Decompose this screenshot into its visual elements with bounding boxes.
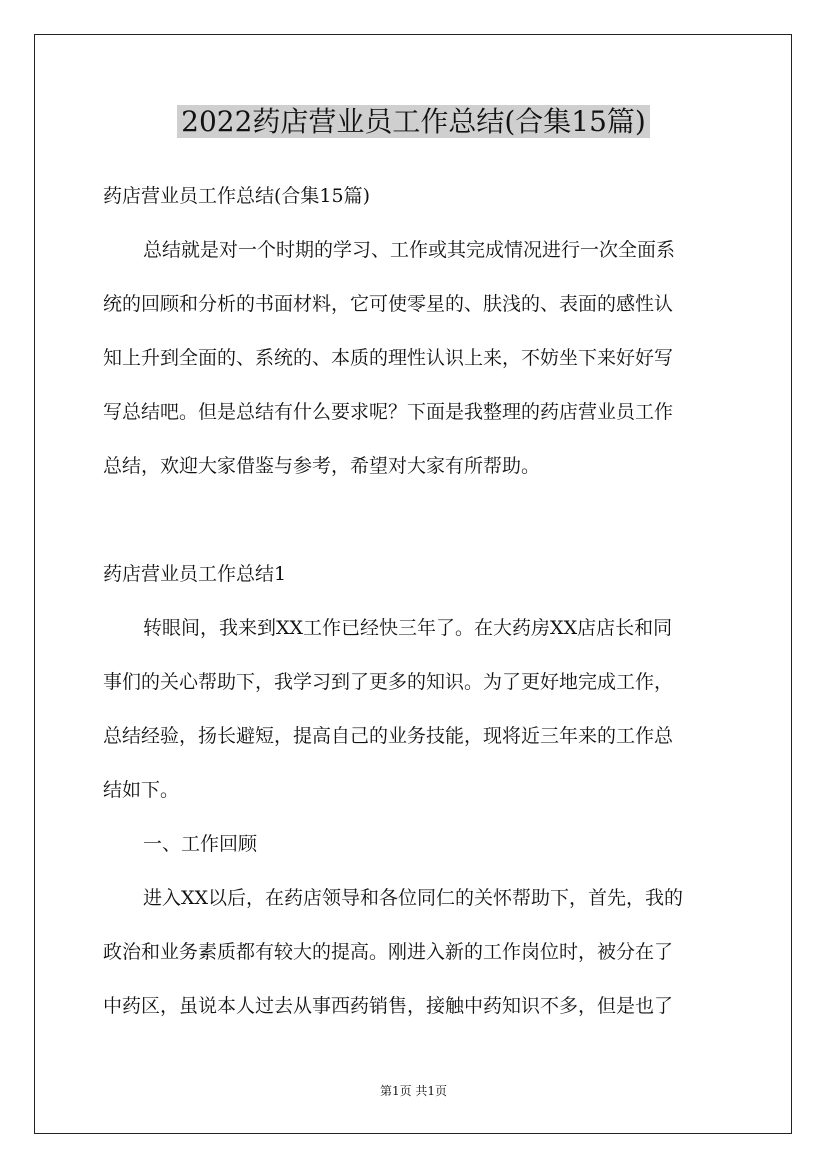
intro-line-5: 总结，欢迎大家借鉴与参考，希望对大家有所帮助。: [103, 455, 541, 477]
section-1-line-2: 事们的关心帮助下，我学习到了更多的知识。为了更好地完成工作，: [103, 671, 674, 693]
intro-line-1: 总结就是对一个时期的学习、工作或其完成情况进行一次全面系: [143, 239, 676, 261]
section-1-line-1: 转眼间，我来到XX工作已经快三年了。在大药房XX店店长和同: [143, 617, 673, 639]
intro-line-4: 写总结吧。但是总结有什么要求呢？下面是我整理的药店营业员工作: [103, 401, 674, 423]
section-1-part2-line-1: 进入XX以后，在药店领导和各位同仁的关怀帮助下，首先，我的: [143, 887, 684, 909]
section-1-part2-line-2: 政治和业务素质都有较大的提高。刚进入新的工作岗位时，被分在了: [103, 941, 674, 963]
intro-line-2: 统的回顾和分析的书面材料，它可使零星的、肤浅的、表面的感性认: [103, 293, 674, 315]
section-1-heading: 药店营业员工作总结1: [103, 563, 287, 585]
section-1-line-3: 总结经验，扬长避短，提高自己的业务技能，现将近三年来的工作总: [103, 725, 674, 747]
document-subtitle: 药店营业员工作总结(合集15篇): [103, 185, 371, 207]
section-1-line-4: 结如下。: [103, 779, 180, 801]
document-title: 2022药店营业员工作总结(合集15篇): [0, 100, 827, 144]
section-1-part2-line-3: 中药区，虽说本人过去从事西药销售，接触中药知识不多，但是也了: [103, 995, 674, 1017]
subheading-work-review: 一、工作回顾: [143, 833, 258, 855]
intro-line-3: 知上升到全面的、系统的、本质的理性认识上来，不妨坐下来好好写: [103, 347, 674, 369]
page-footer: 第1页 共1页: [379, 1084, 448, 1098]
